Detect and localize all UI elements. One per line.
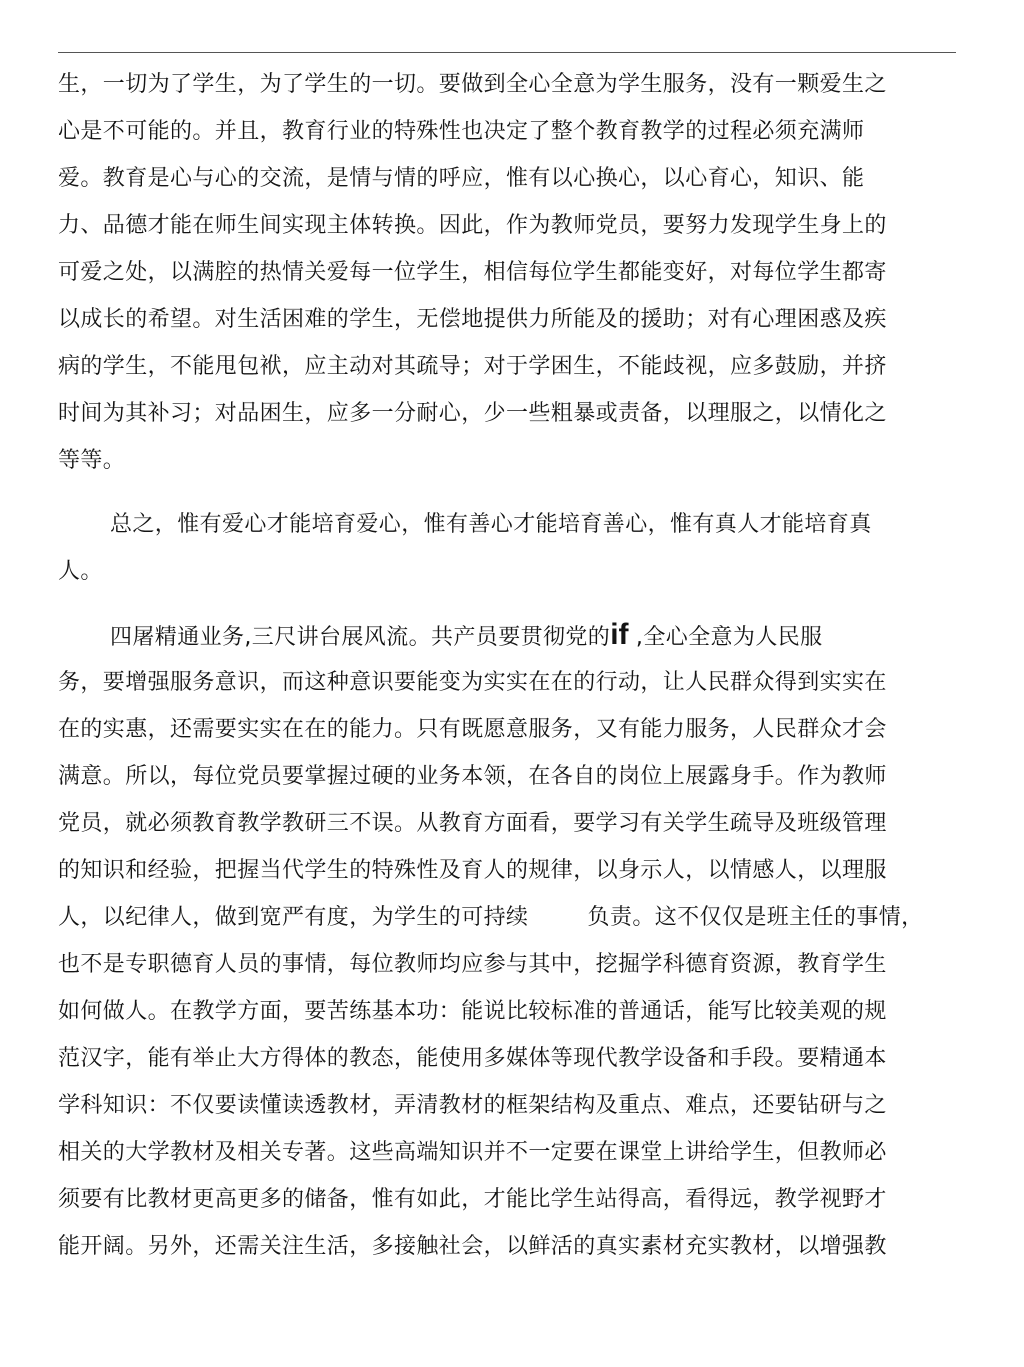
text-line: 的知识和经验，把握当代学生的特殊性及育人的规律，以身示人，以情感人，以理服 [58,858,887,883]
text-line: 总之，惟有爱心才能培育爱心，惟有善心才能培育善心，惟有真人才能培育真 [110,512,872,537]
text-segment: ,全心全意为人民服 [628,625,823,650]
text-line: 生，一切为了学生，为了学生的一切。要做到全心全意为学生服务，没有一颗爱生之 [58,72,887,97]
text-line: 也不是专职德育人员的事情，每位教师均应参与其中，挖掘学科德育资源，教育学生 [58,952,887,977]
text-line: 时间为其补习；对品困生，应多一分耐心，少一些粗暴或责备，以理服之，以情化之 [58,401,887,426]
text-line: 在的实惠，还需要实实在在的能力。只有既愿意服务，又有能力服务，人民群众才会 [58,717,887,742]
text-line: 等等。 [58,448,126,473]
text-line: 可爱之处，以满腔的热情关爱每一位学生，相信每位学生都能变好，对每位学生都寄 [58,260,887,285]
text-line: 爱。教育是心与心的交流，是情与情的呼应，惟有以心换心，以心育心，知识、能 [58,166,865,191]
text-line: 相关的大学教材及相关专著。这些高端知识并不一定要在课堂上讲给学生，但教师必 [58,1140,887,1165]
header-rule [58,52,956,53]
text-line: 须要有比教材更高更多的储备，惟有如此，才能比学生站得高，看得远，教学视野才 [58,1187,887,1212]
garbled-glyph: if [610,618,629,651]
text-line: 病的学生，不能甩包袱，应主动对其疏导；对于学困生，不能歧视，应多鼓励，并挤 [58,354,887,379]
text-line: 如何做人。在教学方面，要苦练基本功：能说比较标准的普通话，能写比较美观的规 [58,999,887,1024]
text-line: 以成长的希望。对生活困难的学生，无偿地提供力所能及的援助；对有心理困惑及疾 [58,307,887,332]
text-line: 人。 [58,559,103,584]
text-line: 务，要增强服务意识，而这种意识要能变为实实在在的行动，让人民群众得到实实在 [58,670,887,695]
text-segment: 四屠精通业务,三尺讲台展风流。共产员要贯彻党的 [110,625,611,650]
text-line: 党员，就必须教育教学教研三不误。从教育方面看，要学习有关学生疏导及班级管理 [58,811,887,836]
text-line: 范汉字，能有举止大方得体的教态，能使用多媒体等现代教学设备和手段。要精通本 [58,1046,887,1071]
text-line: 能开阔。另外，还需关注生活，多接触社会，以鲜活的真实素材充实教材，以增强教 [58,1234,887,1259]
text-line: 人，以纪律人，做到宽严有度，为学生的可持续 负责。这不仅仅是班主任的事情， [58,905,924,930]
text-line-first [110,620,823,653]
text-line: 力、品德才能在师生间实现主体转换。因此，作为教师党员，要努力发现学生身上的 [58,213,887,238]
text-line: 学科知识：不仅要读懂读透教材，弄清教材的框架结构及重点、难点，还要钻研与之 [58,1093,887,1118]
text-line: 满意。所以，每位党员要掌握过硬的业务本领，在各自的岗位上展露身手。作为教师 [58,764,887,789]
text-line: 心是不可能的。并且，教育行业的特殊性也决定了整个教育教学的过程必须充满师 [58,119,865,144]
